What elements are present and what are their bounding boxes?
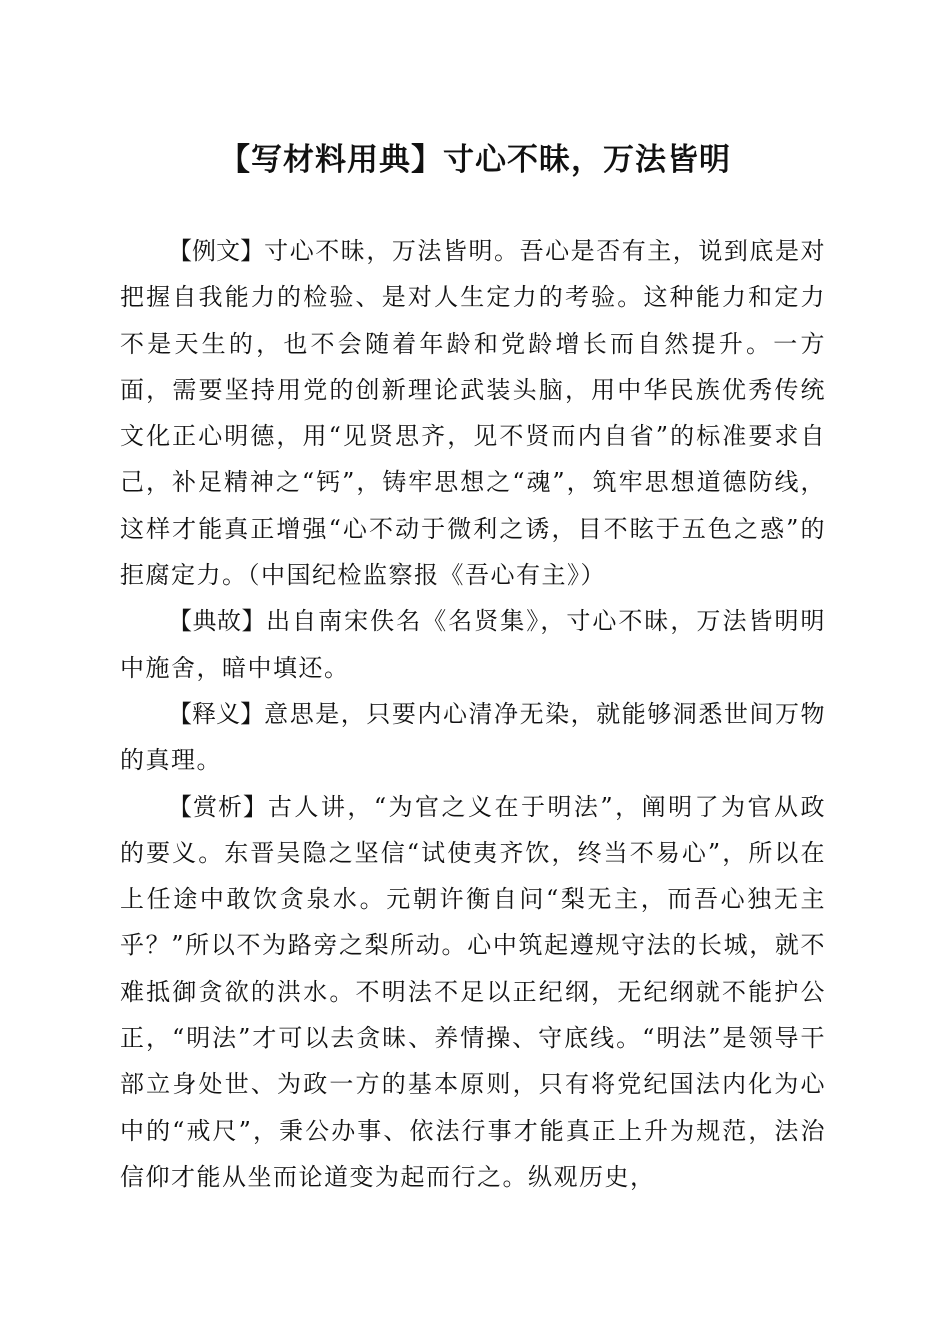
- paragraph-allusion: [120, 598, 826, 691]
- paragraph-text: 古人讲，“为官之义在于明法”，阐明了为官从政的要义。东晋吴隐之坚信“试使夷齐饮，终当不易心”，所以在上任途中敢饮贪泉水。元朝许衡自问“梨无主，而吾心独无主乎？”所以不为路旁之梨所动。心中筑起遵规守法的长城，就不难抵御贪欲的洪水。不明法不足以正纪纲，无纪纲就不能护公正，“明法”才可以去贪昧、养情操、守底线。“明法”是领导干部立身处世、为政一方的基本原则，只有将党纪国法内化为心中的“戒尺”，秉公办事、依法行事才能真正上升为规范，法治信仰才能从坐而论道变为起而行之。纵观历史，: [120, 792, 827, 1191]
- paragraph-text: 寸心不昧，万法皆明。吾心是否有主，说到底是对把握自我能力的检验、是对人生定力的考验。这种能力和定力不是天生的，也不会随着年龄和党龄增长而自然提升。一方面，需要坚持用党的创新理论武装头脑，用中华民族优秀传统文化正心明德，用“见贤思齐，见不贤而内自省”的标准要求自己，补足精神之“钙”，铸牢思想之“魂”，筑牢思想道德防线，这样才能真正增强“心不动于微利之诱，目不眩于五色之惑”的拒腐定力。（中国纪检监察报《吾心有主》）: [120, 237, 827, 590]
- document-body: [120, 228, 826, 1200]
- paragraph-text: 意思是，只要内心清净无染，就能够洞悉世间万物的真理。: [120, 699, 827, 775]
- paragraph-meaning: [120, 691, 826, 784]
- document-title: 【写材料用典】寸心不昧，万法皆明: [219, 142, 731, 178]
- paragraph-label: 【释义】: [168, 699, 265, 728]
- paragraph-appreciation: [120, 784, 826, 1201]
- paragraph-label: 【例文】: [168, 237, 265, 265]
- paragraph-text: 出自南宋佚名《名贤集》，寸心不昧，万法皆明明中施舍，暗中填还。: [120, 607, 827, 682]
- paragraph-example: [120, 228, 826, 598]
- paragraph-label: 【典故】: [168, 607, 267, 636]
- paragraph-label: 【赏析】: [168, 792, 268, 821]
